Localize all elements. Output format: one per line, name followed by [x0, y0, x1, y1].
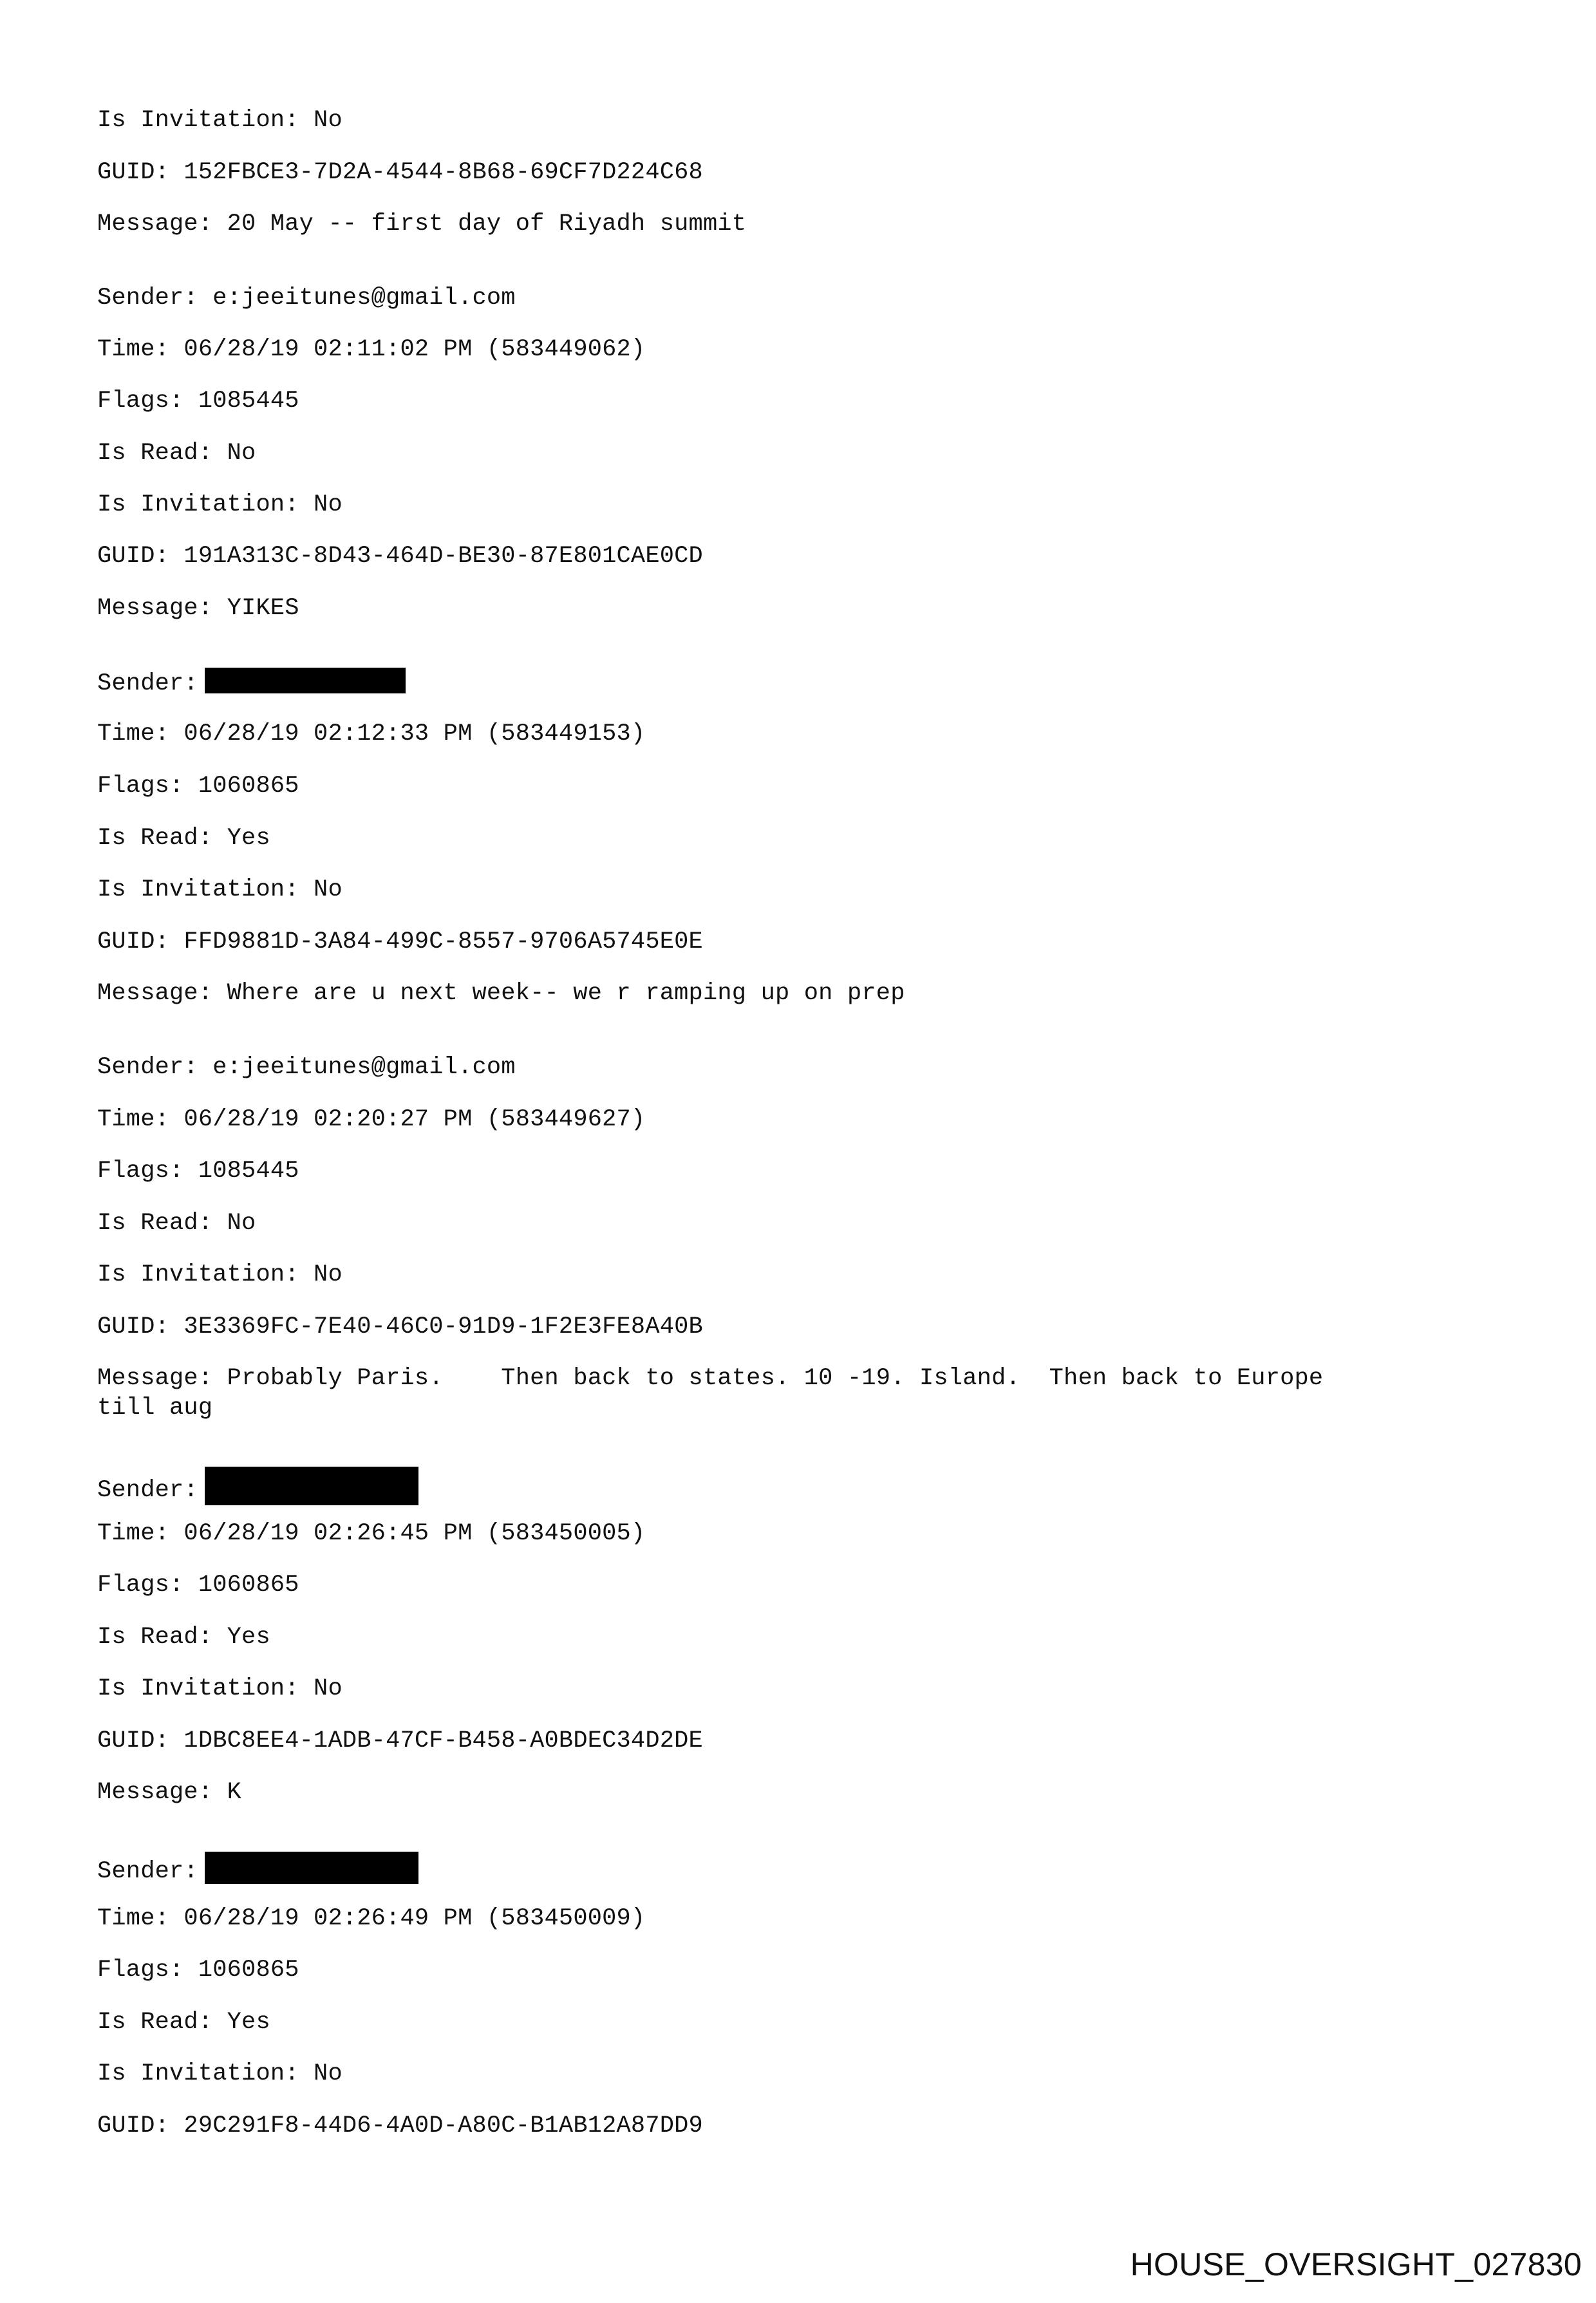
- message-line: Message: 20 May -- first day of Riyadh summit: [97, 211, 747, 238]
- redaction-block: [205, 668, 406, 693]
- message-line: Message: Where are u next week-- we r ramping up on prep: [97, 980, 905, 1007]
- bates-number: HOUSE_OVERSIGHT_027830: [1130, 2246, 1582, 2282]
- is-read-line: Is Read: Yes: [97, 2009, 270, 2036]
- message-line: Message: YIKES: [97, 595, 299, 622]
- sender-label: Sender:: [97, 285, 213, 312]
- sender-label: Sender:: [97, 1477, 198, 1504]
- flags-line: Flags: 1085445: [97, 1158, 299, 1185]
- flags-line: Flags: 1060865: [97, 773, 299, 800]
- redaction-block: [205, 1852, 418, 1884]
- guid-line: GUID: 3E3369FC-7E40-46C0-91D9-1F2E3FE8A40B: [97, 1313, 703, 1340]
- sender-value: e:jeeitunes@gmail.com: [212, 1054, 516, 1081]
- sender-line: [97, 1852, 418, 1886]
- is-read-line: Is Read: No: [97, 1210, 256, 1237]
- is-invitation-line: Is Invitation: No: [97, 876, 343, 903]
- guid-line: GUID: FFD9881D-3A84-499C-8557-9706A5745E0E: [97, 928, 703, 955]
- flags-line: Flags: 1060865: [97, 1572, 299, 1599]
- is-invitation-line: Is Invitation: No: [97, 1261, 343, 1288]
- redaction-block: [205, 1467, 418, 1505]
- is-read-line: Is Read: Yes: [97, 1624, 270, 1651]
- sender-label: Sender:: [97, 1858, 198, 1885]
- time-line: Time: 06/28/19 02:11:02 PM (583449062): [97, 336, 646, 363]
- guid-line: GUID: 191A313C-8D43-464D-BE30-87E801CAE0CD: [97, 543, 703, 570]
- flags-line: Flags: 1060865: [97, 1957, 299, 1984]
- is-invitation-line: Is Invitation: No: [97, 1675, 343, 1702]
- sender-label: Sender:: [97, 1054, 213, 1081]
- guid-line: GUID: 29C291F8-44D6-4A0D-A80C-B1AB12A87DD9: [97, 2112, 703, 2139]
- time-line: Time: 06/28/19 02:20:27 PM (583449627): [97, 1106, 646, 1133]
- is-invitation-line: Is Invitation: No: [97, 2060, 343, 2087]
- message-line: Message: Probably Paris. Then back to states. 10 -19. Island. Then back to Europe till aug: [97, 1365, 1324, 1422]
- time-line: Time: 06/28/19 02:26:49 PM (583450009): [97, 1905, 646, 1932]
- is-invitation-line: Is Invitation: No: [97, 107, 343, 134]
- flags-line: Flags: 1085445: [97, 388, 299, 415]
- message-line: Message: K: [97, 1779, 242, 1806]
- sender-line: [97, 283, 516, 313]
- is-invitation-line: Is Invitation: No: [97, 491, 343, 518]
- time-line: Time: 06/28/19 02:26:45 PM (583450005): [97, 1520, 646, 1547]
- sender-label: Sender:: [97, 670, 198, 697]
- time-line: Time: 06/28/19 02:12:33 PM (583449153): [97, 720, 646, 747]
- is-read-line: Is Read: No: [97, 440, 256, 467]
- sender-value: e:jeeitunes@gmail.com: [212, 285, 516, 312]
- sender-line: [97, 668, 406, 699]
- sender-line: [97, 1467, 418, 1505]
- sender-line: [97, 1053, 516, 1082]
- guid-line: GUID: 1DBC8EE4-1ADB-47CF-B458-A0BDEC34D2DE: [97, 1727, 703, 1754]
- guid-line: GUID: 152FBCE3-7D2A-4544-8B68-69CF7D224C68: [97, 159, 703, 186]
- is-read-line: Is Read: Yes: [97, 825, 270, 852]
